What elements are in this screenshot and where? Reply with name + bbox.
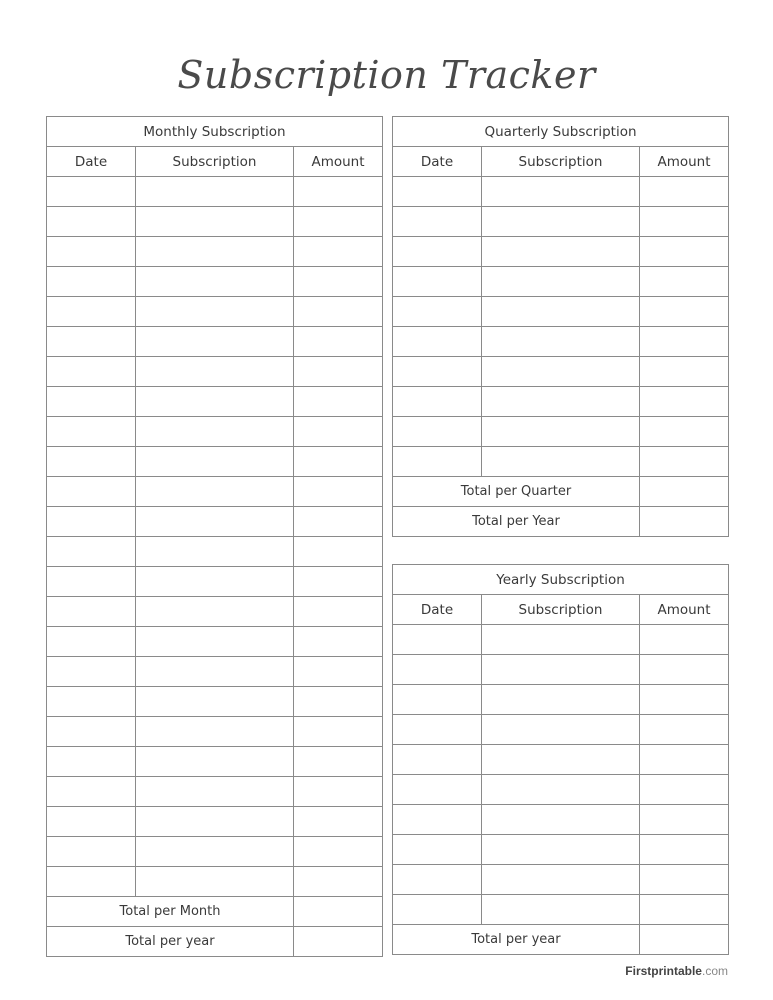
quarterly-entry-date-cell[interactable] xyxy=(393,387,482,417)
yearly-entry-amount-cell[interactable] xyxy=(640,685,729,715)
yearly-entry-amount-cell[interactable] xyxy=(640,745,729,775)
monthly-entry-subscription-cell[interactable] xyxy=(136,417,294,447)
monthly-entry-row xyxy=(47,357,383,387)
monthly-entry-date-cell[interactable] xyxy=(47,717,136,747)
monthly-entry-amount-cell[interactable] xyxy=(294,447,383,477)
monthly-entry-date-cell[interactable] xyxy=(47,657,136,687)
yearly-entry-row xyxy=(393,625,729,655)
monthly-entry-row xyxy=(47,837,383,867)
monthly-entry-row xyxy=(47,177,383,207)
monthly-entry-row xyxy=(47,657,383,687)
monthly-entry-amount-cell[interactable] xyxy=(294,237,383,267)
monthly-entry-row xyxy=(47,207,383,237)
yearly-entry-date-cell[interactable] xyxy=(393,835,482,865)
monthly-entry-date-cell[interactable] xyxy=(47,837,136,867)
quarterly-entry-date-cell[interactable] xyxy=(393,207,482,237)
monthly-entry-row xyxy=(47,237,383,267)
monthly-entry-amount-cell[interactable] xyxy=(294,687,383,717)
quarterly-entry-amount-cell[interactable] xyxy=(640,177,729,207)
yearly-entry-subscription-cell[interactable] xyxy=(482,745,640,775)
monthly-entry-row xyxy=(47,747,383,777)
yearly-entry-subscription-cell[interactable] xyxy=(482,625,640,655)
monthly-entry-amount-cell[interactable] xyxy=(294,477,383,507)
monthly-col-date: Date xyxy=(47,147,136,177)
yearly-entry-date-cell[interactable] xyxy=(393,805,482,835)
monthly-entry-amount-cell[interactable] xyxy=(294,747,383,777)
quarterly-entry-row xyxy=(393,297,729,327)
monthly-entry-subscription-cell[interactable] xyxy=(136,807,294,837)
quarterly-entry-amount-cell[interactable] xyxy=(640,327,729,357)
quarterly-total-quarter-amount[interactable] xyxy=(640,477,729,507)
yearly-entry-date-cell[interactable] xyxy=(393,895,482,925)
yearly-entry-row xyxy=(393,715,729,745)
monthly-entry-date-cell[interactable] xyxy=(47,507,136,537)
yearly-entry-amount-cell[interactable] xyxy=(640,805,729,835)
yearly-entry-date-cell[interactable] xyxy=(393,625,482,655)
yearly-total-year-row xyxy=(393,925,729,955)
yearly-entry-row xyxy=(393,805,729,835)
monthly-entry-date-cell[interactable] xyxy=(47,357,136,387)
yearly-total-year-amount[interactable] xyxy=(640,925,729,955)
quarterly-entry-subscription-cell[interactable] xyxy=(482,387,640,417)
quarterly-entry-row xyxy=(393,267,729,297)
quarterly-entry-subscription-cell[interactable] xyxy=(482,267,640,297)
monthly-entry-date-cell[interactable] xyxy=(47,687,136,717)
yearly-entry-subscription-cell[interactable] xyxy=(482,685,640,715)
monthly-entry-amount-cell[interactable] xyxy=(294,327,383,357)
quarterly-entry-row xyxy=(393,177,729,207)
monthly-entry-amount-cell[interactable] xyxy=(294,627,383,657)
monthly-total-month-label: Total per Month xyxy=(47,897,294,927)
yearly-column-header-row xyxy=(393,595,729,625)
monthly-entry-date-cell[interactable] xyxy=(47,417,136,447)
monthly-entry-date-cell[interactable] xyxy=(47,567,136,597)
monthly-entry-date-cell[interactable] xyxy=(47,327,136,357)
monthly-entry-date-cell[interactable] xyxy=(47,597,136,627)
quarterly-total-quarter-label: Total per Quarter xyxy=(393,477,640,507)
monthly-entry-amount-cell[interactable] xyxy=(294,177,383,207)
yearly-entry-row xyxy=(393,835,729,865)
monthly-entry-row xyxy=(47,387,383,417)
monthly-entry-amount-cell[interactable] xyxy=(294,597,383,627)
monthly-entry-date-cell[interactable] xyxy=(47,627,136,657)
monthly-entry-subscription-cell[interactable] xyxy=(136,567,294,597)
monthly-entry-subscription-cell[interactable] xyxy=(136,177,294,207)
monthly-entry-amount-cell[interactable] xyxy=(294,417,383,447)
quarterly-entry-subscription-cell[interactable] xyxy=(482,237,640,267)
yearly-entry-row xyxy=(393,655,729,685)
quarterly-total-quarter-row xyxy=(393,477,729,507)
yearly-entry-row xyxy=(393,745,729,775)
monthly-entry-amount-cell[interactable] xyxy=(294,567,383,597)
yearly-entry-date-cell[interactable] xyxy=(393,685,482,715)
monthly-entry-row xyxy=(47,777,383,807)
monthly-col-amount: Amount xyxy=(294,147,383,177)
quarterly-entry-date-cell[interactable] xyxy=(393,177,482,207)
yearly-entry-date-cell[interactable] xyxy=(393,775,482,805)
monthly-entry-row xyxy=(47,447,383,477)
monthly-heading-row xyxy=(47,117,383,147)
quarterly-entry-date-cell[interactable] xyxy=(393,297,482,327)
monthly-total-month-amount[interactable] xyxy=(294,897,383,927)
monthly-column-header-row xyxy=(47,147,383,177)
monthly-entry-date-cell[interactable] xyxy=(47,447,136,477)
monthly-entry-subscription-cell[interactable] xyxy=(136,267,294,297)
quarterly-entry-row xyxy=(393,327,729,357)
monthly-entry-row xyxy=(47,477,383,507)
yearly-col-subscription: Subscription xyxy=(482,595,640,625)
quarterly-total-year-label: Total per Year xyxy=(393,507,640,537)
footer-brand xyxy=(625,964,728,978)
quarterly-entry-date-cell[interactable] xyxy=(393,417,482,447)
monthly-entry-row xyxy=(47,717,383,747)
quarterly-entry-date-cell[interactable] xyxy=(393,267,482,297)
yearly-entry-row xyxy=(393,895,729,925)
monthly-entry-subscription-cell[interactable] xyxy=(136,717,294,747)
monthly-entry-subscription-cell[interactable] xyxy=(136,867,294,897)
monthly-entry-row xyxy=(47,567,383,597)
monthly-entry-subscription-cell[interactable] xyxy=(136,447,294,477)
yearly-entry-subscription-cell[interactable] xyxy=(482,655,640,685)
yearly-entry-row xyxy=(393,685,729,715)
yearly-entry-subscription-cell[interactable] xyxy=(482,775,640,805)
monthly-heading: Monthly Subscription xyxy=(47,117,383,147)
quarterly-entry-subscription-cell[interactable] xyxy=(482,177,640,207)
monthly-entry-subscription-cell[interactable] xyxy=(136,627,294,657)
monthly-entry-subscription-cell[interactable] xyxy=(136,537,294,567)
monthly-entry-subscription-cell[interactable] xyxy=(136,477,294,507)
quarterly-entry-row xyxy=(393,207,729,237)
quarterly-entry-row xyxy=(393,417,729,447)
quarterly-entry-date-cell[interactable] xyxy=(393,447,482,477)
monthly-entry-row xyxy=(47,417,383,447)
monthly-entry-amount-cell[interactable] xyxy=(294,267,383,297)
monthly-entry-amount-cell[interactable] xyxy=(294,777,383,807)
yearly-entry-amount-cell[interactable] xyxy=(640,775,729,805)
yearly-entry-date-cell[interactable] xyxy=(393,715,482,745)
quarterly-entry-amount-cell[interactable] xyxy=(640,387,729,417)
quarterly-total-year-row xyxy=(393,507,729,537)
quarterly-total-year-amount[interactable] xyxy=(640,507,729,537)
quarterly-heading-row xyxy=(393,117,729,147)
monthly-entry-subscription-cell[interactable] xyxy=(136,747,294,777)
yearly-entry-amount-cell[interactable] xyxy=(640,715,729,745)
quarterly-entry-amount-cell[interactable] xyxy=(640,417,729,447)
quarterly-entry-row xyxy=(393,447,729,477)
yearly-entry-subscription-cell[interactable] xyxy=(482,715,640,745)
quarterly-entry-amount-cell[interactable] xyxy=(640,237,729,267)
quarterly-col-amount: Amount xyxy=(640,147,729,177)
monthly-entry-subscription-cell[interactable] xyxy=(136,207,294,237)
monthly-entry-subscription-cell[interactable] xyxy=(136,837,294,867)
quarterly-entry-date-cell[interactable] xyxy=(393,327,482,357)
yearly-total-year-label: Total per year xyxy=(393,925,640,955)
quarterly-entry-subscription-cell[interactable] xyxy=(482,447,640,477)
monthly-entry-date-cell[interactable] xyxy=(47,297,136,327)
yearly-entry-subscription-cell[interactable] xyxy=(482,865,640,895)
monthly-entry-date-cell[interactable] xyxy=(47,777,136,807)
monthly-entry-subscription-cell[interactable] xyxy=(136,777,294,807)
quarterly-entry-row xyxy=(393,387,729,417)
quarterly-col-date: Date xyxy=(393,147,482,177)
monthly-entry-row xyxy=(47,627,383,657)
monthly-entry-date-cell[interactable] xyxy=(47,477,136,507)
monthly-entry-row xyxy=(47,807,383,837)
quarterly-entry-amount-cell[interactable] xyxy=(640,297,729,327)
page-title: Subscription Tracker xyxy=(177,53,596,97)
monthly-entry-amount-cell[interactable] xyxy=(294,207,383,237)
monthly-entry-amount-cell[interactable] xyxy=(294,837,383,867)
quarterly-entry-subscription-cell[interactable] xyxy=(482,207,640,237)
monthly-col-subscription: Subscription xyxy=(136,147,294,177)
yearly-entry-amount-cell[interactable] xyxy=(640,865,729,895)
quarterly-entry-date-cell[interactable] xyxy=(393,357,482,387)
yearly-entry-amount-cell[interactable] xyxy=(640,655,729,685)
yearly-entry-subscription-cell[interactable] xyxy=(482,805,640,835)
monthly-entry-date-cell[interactable] xyxy=(47,207,136,237)
monthly-entry-subscription-cell[interactable] xyxy=(136,237,294,267)
quarterly-subscription-table xyxy=(392,116,729,537)
monthly-entry-date-cell[interactable] xyxy=(47,807,136,837)
quarterly-entry-subscription-cell[interactable] xyxy=(482,327,640,357)
monthly-entry-date-cell[interactable] xyxy=(47,237,136,267)
quarterly-entry-amount-cell[interactable] xyxy=(640,447,729,477)
monthly-entry-subscription-cell[interactable] xyxy=(136,597,294,627)
quarterly-entry-amount-cell[interactable] xyxy=(640,207,729,237)
monthly-entry-subscription-cell[interactable] xyxy=(136,657,294,687)
footer-brand-name: Firstprintable xyxy=(625,964,702,978)
monthly-entry-amount-cell[interactable] xyxy=(294,387,383,417)
yearly-entry-date-cell[interactable] xyxy=(393,745,482,775)
yearly-entry-amount-cell[interactable] xyxy=(640,625,729,655)
yearly-subscription-table xyxy=(392,564,729,955)
quarterly-entry-row xyxy=(393,357,729,387)
yearly-entry-date-cell[interactable] xyxy=(393,865,482,895)
yearly-entry-subscription-cell[interactable] xyxy=(482,895,640,925)
monthly-entry-row xyxy=(47,327,383,357)
quarterly-column-header-row xyxy=(393,147,729,177)
monthly-entry-date-cell[interactable] xyxy=(47,387,136,417)
quarterly-entry-subscription-cell[interactable] xyxy=(482,357,640,387)
monthly-entry-row xyxy=(47,537,383,567)
yearly-entry-subscription-cell[interactable] xyxy=(482,835,640,865)
monthly-entry-subscription-cell[interactable] xyxy=(136,507,294,537)
monthly-entry-subscription-cell[interactable] xyxy=(136,387,294,417)
yearly-entry-row xyxy=(393,775,729,805)
monthly-entry-row xyxy=(47,267,383,297)
monthly-entry-date-cell[interactable] xyxy=(47,867,136,897)
yearly-entry-amount-cell[interactable] xyxy=(640,835,729,865)
quarterly-heading: Quarterly Subscription xyxy=(393,117,729,147)
monthly-entry-subscription-cell[interactable] xyxy=(136,297,294,327)
monthly-entry-subscription-cell[interactable] xyxy=(136,687,294,717)
monthly-entry-subscription-cell[interactable] xyxy=(136,357,294,387)
quarterly-entry-date-cell[interactable] xyxy=(393,237,482,267)
monthly-total-month-row xyxy=(47,897,383,927)
yearly-col-date: Date xyxy=(393,595,482,625)
quarterly-col-subscription: Subscription xyxy=(482,147,640,177)
monthly-subscription-table xyxy=(46,116,383,957)
monthly-entry-amount-cell[interactable] xyxy=(294,537,383,567)
monthly-total-year-label: Total per year xyxy=(47,927,294,957)
yearly-entry-date-cell[interactable] xyxy=(393,655,482,685)
monthly-entry-amount-cell[interactable] xyxy=(294,657,383,687)
monthly-entry-date-cell[interactable] xyxy=(47,267,136,297)
monthly-total-year-amount[interactable] xyxy=(294,927,383,957)
monthly-entry-date-cell[interactable] xyxy=(47,747,136,777)
monthly-entry-row xyxy=(47,297,383,327)
quarterly-entry-amount-cell[interactable] xyxy=(640,267,729,297)
monthly-entry-date-cell[interactable] xyxy=(47,177,136,207)
monthly-entry-amount-cell[interactable] xyxy=(294,507,383,537)
quarterly-entry-amount-cell[interactable] xyxy=(640,357,729,387)
monthly-entry-subscription-cell[interactable] xyxy=(136,327,294,357)
yearly-entry-amount-cell[interactable] xyxy=(640,895,729,925)
monthly-entry-amount-cell[interactable] xyxy=(294,357,383,387)
monthly-entry-amount-cell[interactable] xyxy=(294,867,383,897)
footer-brand-domain: .com xyxy=(701,964,728,978)
monthly-total-year-row xyxy=(47,927,383,957)
yearly-heading-row xyxy=(393,565,729,595)
quarterly-entry-subscription-cell[interactable] xyxy=(482,417,640,447)
yearly-entry-row xyxy=(393,865,729,895)
monthly-entry-amount-cell[interactable] xyxy=(294,297,383,327)
monthly-entry-row xyxy=(47,687,383,717)
monthly-entry-date-cell[interactable] xyxy=(47,537,136,567)
monthly-entry-row xyxy=(47,507,383,537)
monthly-entry-row xyxy=(47,867,383,897)
yearly-heading: Yearly Subscription xyxy=(393,565,729,595)
quarterly-entry-subscription-cell[interactable] xyxy=(482,297,640,327)
quarterly-entry-row xyxy=(393,237,729,267)
yearly-col-amount: Amount xyxy=(640,595,729,625)
monthly-entry-amount-cell[interactable] xyxy=(294,717,383,747)
monthly-entry-amount-cell[interactable] xyxy=(294,807,383,837)
monthly-entry-row xyxy=(47,597,383,627)
